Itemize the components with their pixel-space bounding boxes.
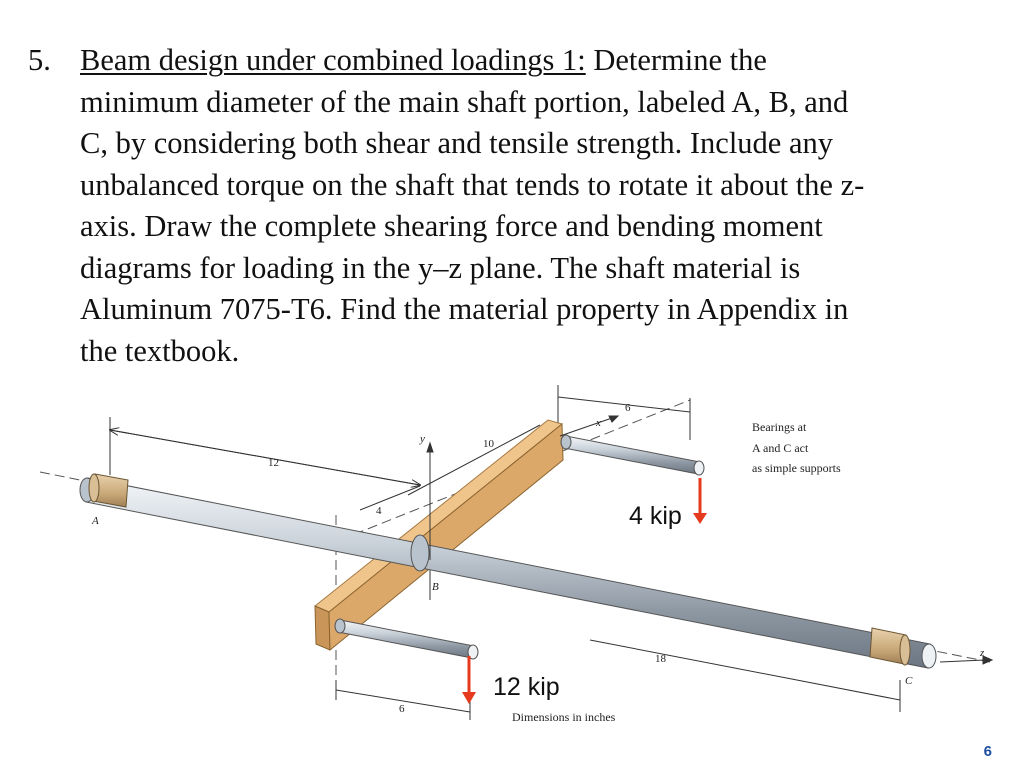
problem-line-2: minimum diameter of the main shaft portion, labeled A, B, and	[80, 84, 849, 119]
main-shaft	[80, 478, 936, 668]
problem-line-5: axis. Draw the complete shearing force and bending moment	[80, 209, 823, 243]
problem-line-4: unbalanced torque on the shaft that tends to rotate it about the z-	[80, 167, 865, 202]
load-label-top: 4 kip	[629, 502, 682, 530]
problem-line-1	[80, 40, 980, 82]
problem-number: 5.	[28, 43, 51, 77]
label-a: A	[92, 515, 99, 527]
problem-body	[80, 40, 980, 372]
dim-18: 18	[655, 653, 666, 665]
dim-6-bottom: 6	[399, 703, 405, 715]
problem-title: Beam design under combined loadings 1:	[80, 43, 586, 77]
problem-line-1-text: Determine the	[585, 43, 767, 77]
dim-4: 4	[376, 505, 382, 517]
top-arm	[561, 435, 704, 475]
dimension-lines	[110, 385, 900, 720]
problem-line-7: Aluminum 7075-T6. Find the material property in Appendix in	[80, 292, 849, 326]
bearings-note-line-3: as simple supports	[752, 461, 841, 475]
problem-line-3: C, by considering both shear and tensile strength. Include any	[80, 126, 833, 160]
bearing-c	[870, 628, 910, 665]
label-c: C	[905, 675, 913, 687]
dim-12: 12	[268, 457, 279, 469]
page-number: 6	[983, 743, 992, 760]
bearings-note-line-2: A and C act	[752, 441, 809, 455]
dim-10: 10	[483, 438, 494, 450]
dim-6-top: 6	[625, 402, 631, 414]
bottom-arm	[335, 619, 478, 659]
bearing-a	[89, 474, 128, 507]
bearings-note-line-1: Bearings at	[752, 420, 807, 434]
shaft-diagram	[0, 370, 1024, 766]
bearings-note	[752, 420, 841, 475]
dimensions-note: Dimensions in inches	[512, 710, 616, 724]
label-y: y	[420, 433, 425, 445]
load-label-bottom: 12 kip	[493, 673, 560, 701]
problem-line-8: the textbook.	[80, 333, 240, 368]
label-z: z	[980, 647, 985, 659]
label-x: x	[596, 417, 601, 429]
label-b: B	[432, 581, 439, 593]
problem-line-6: diagrams for loading in the y–z plane. The shaft material is	[80, 250, 801, 285]
centerlines	[40, 400, 990, 700]
